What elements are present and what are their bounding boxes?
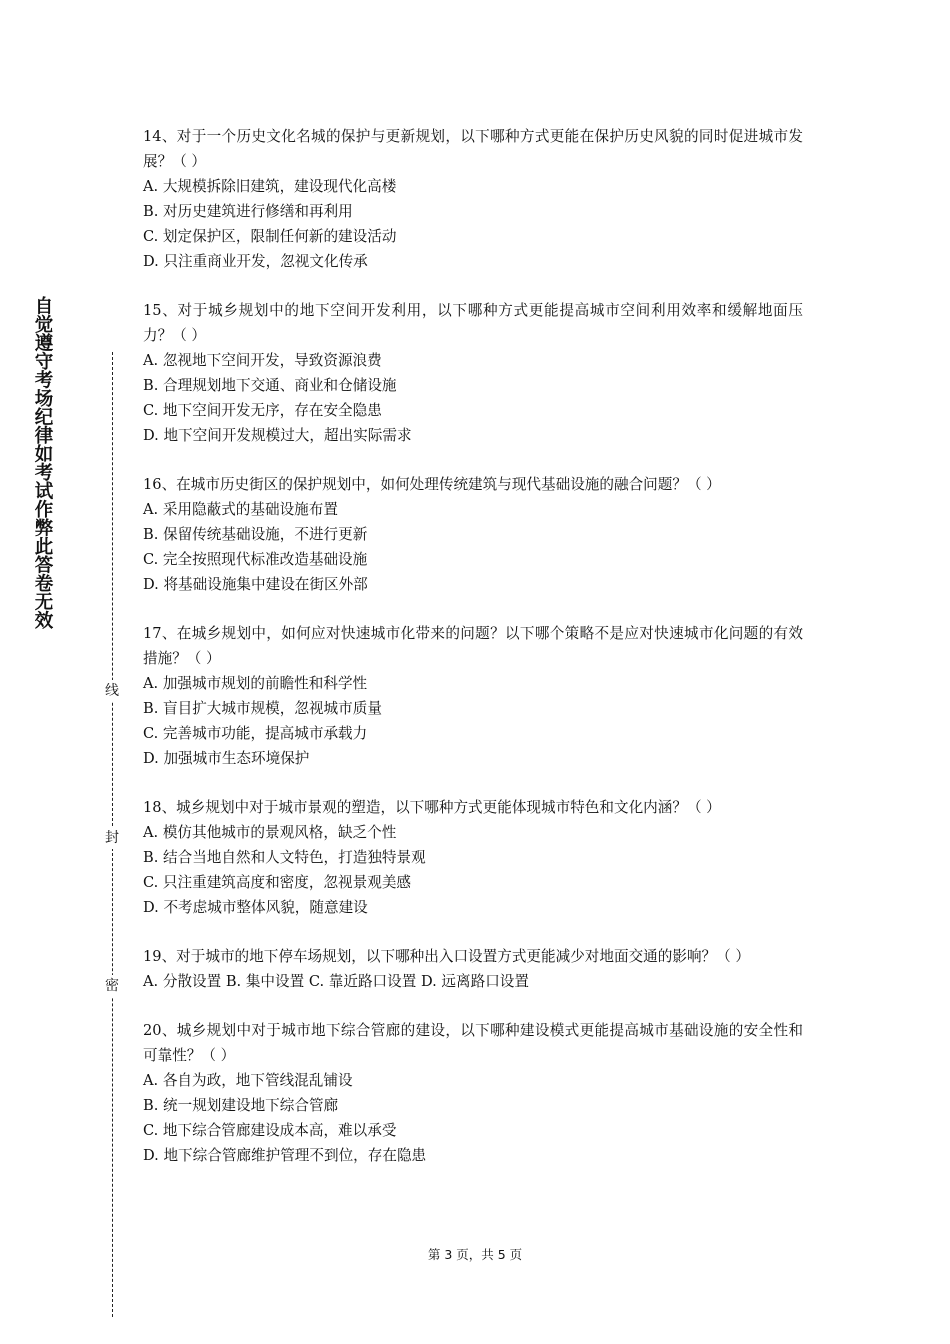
option-c: C. 地下空间开发无序，存在安全隐患 bbox=[143, 402, 382, 419]
option-a: A. 大规模拆除旧建筑，建设现代化高楼 bbox=[143, 178, 397, 195]
option-a: A. 模仿其他城市的景观风格，缺乏个性 bbox=[143, 824, 397, 841]
option-b: B. 对历史建筑进行修缮和再利用 bbox=[143, 203, 353, 220]
question-19 bbox=[143, 944, 803, 994]
question-15 bbox=[143, 298, 803, 448]
question-stem: 17、在城乡规划中，如何应对快速城市化带来的问题？以下哪个策略不是应对快速城市化问题的有效措施？（ ） bbox=[143, 625, 803, 667]
option-b: B. 合理规划地下交通、商业和仓储设施 bbox=[143, 377, 397, 394]
option-c: C. 只注重建筑高度和密度，忽视景观美感 bbox=[143, 874, 412, 891]
option-a: A. 采用隐蔽式的基础设施布置 bbox=[143, 501, 338, 518]
question-stem: 20、城乡规划中对于城市地下综合管廊的建设，以下哪种建设模式更能提高城市基础设施的安全性和可靠性？（ ） bbox=[143, 1022, 803, 1064]
question-stem: 19、对于城市的地下停车场规划，以下哪种出入口设置方式更能减少对地面交通的影响？（ ） bbox=[143, 948, 750, 965]
option-d: D. 不考虑城市整体风貌，随意建设 bbox=[143, 899, 368, 916]
option-a: A. 加强城市规划的前瞻性和科学性 bbox=[143, 675, 368, 692]
option-a: A. 忽视地下空间开发，导致资源浪费 bbox=[143, 352, 382, 369]
option-c: C. 地下综合管廊建设成本高，难以承受 bbox=[143, 1122, 397, 1139]
option-d: D. 加强城市生态环境保护 bbox=[143, 750, 310, 767]
page-number: 第 3 页，共 5 页 bbox=[427, 1247, 523, 1262]
question-20 bbox=[143, 1018, 803, 1168]
question-14 bbox=[143, 124, 803, 274]
option-d: D. 将基础设施集中建设在街区外部 bbox=[143, 576, 368, 593]
option-c: C. 划定保护区，限制任何新的建设活动 bbox=[143, 228, 397, 245]
option-d: D. 只注重商业开发，忽视文化传承 bbox=[143, 253, 368, 270]
binding-char-feng: 封 bbox=[103, 827, 121, 849]
binding-char-xian: 线 bbox=[103, 680, 121, 702]
option-b: B. 结合当地自然和人文特色，打造独特景观 bbox=[143, 849, 426, 866]
option-c: C. 完全按照现代标准改造基础设施 bbox=[143, 551, 368, 568]
option-d: D. 地下空间开发规模过大，超出实际需求 bbox=[143, 427, 412, 444]
question-17 bbox=[143, 621, 803, 771]
option-c: C. 完善城市功能，提高城市承载力 bbox=[143, 725, 368, 742]
question-stem: 18、城乡规划中对于城市景观的塑造，以下哪种方式更能体现城市特色和文化内涵？（ ） bbox=[143, 799, 721, 816]
option-b: B. 盲目扩大城市规模，忽视城市质量 bbox=[143, 700, 382, 717]
question-stem: 15、对于城乡规划中的地下空间开发利用，以下哪种方式更能提高城市空间利用效率和缓解地面压力？（ ） bbox=[143, 302, 803, 344]
binding-char-mi: 密 bbox=[103, 975, 121, 997]
question-stem: 14、对于一个历史文化名城的保护与更新规划，以下哪种方式更能在保护历史风貌的同时促进城市发展？（ ） bbox=[143, 128, 803, 170]
option-d: D. 地下综合管廊维护管理不到位，存在隐患 bbox=[143, 1147, 427, 1164]
question-16 bbox=[143, 472, 803, 597]
option-a: A. 各自为政，地下管线混乱铺设 bbox=[143, 1072, 353, 1089]
question-stem: 16、在城市历史街区的保护规划中，如何处理传统建筑与现代基础设施的融合问题？（ ） bbox=[143, 476, 721, 493]
option-b: B. 保留传统基础设施，不进行更新 bbox=[143, 526, 368, 543]
question-18 bbox=[143, 795, 803, 920]
options-inline: A. 分散设置 B. 集中设置 C. 靠近路口设置 D. 远离路口设置 bbox=[143, 973, 529, 990]
option-b: B. 统一规划建设地下综合管廊 bbox=[143, 1097, 339, 1114]
question-list bbox=[143, 124, 803, 1192]
exam-discipline-warning: 自觉遵守考场纪律如考试作弊此答卷无效 bbox=[32, 296, 53, 629]
